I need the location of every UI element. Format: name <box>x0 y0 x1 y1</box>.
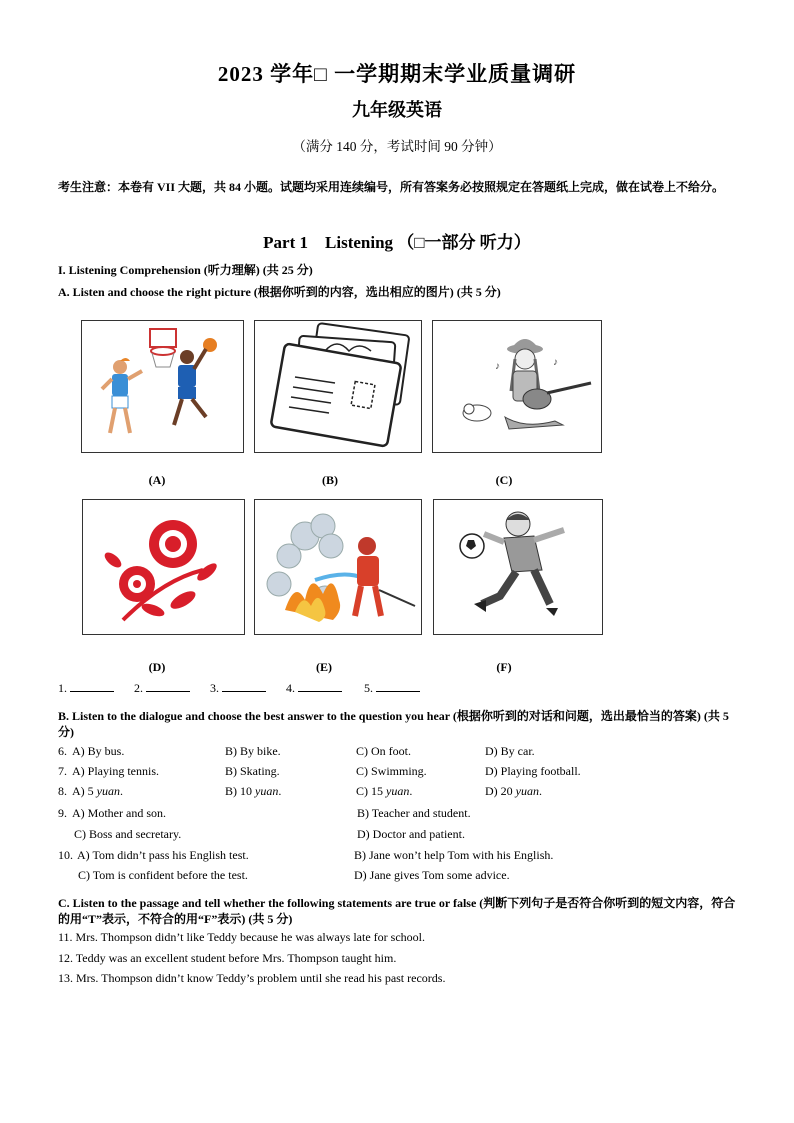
option-d[interactable]: D) By car. <box>485 744 535 758</box>
svg-text:♪: ♪ <box>495 361 500 372</box>
statement-12: 12. Teddy was an excellent student before Mrs. Thompson taught him. <box>58 951 397 965</box>
statement-11: 11. Mrs. Thompson didn’t like Teddy because he was always late for school. <box>58 930 425 944</box>
picture-c-guitar-girl-icon <box>432 320 602 453</box>
option-a[interactable]: A) Tom didn’t pass his English test. <box>77 848 249 862</box>
question-number: 10. <box>58 848 73 862</box>
option-a[interactable]: A) Mother and son. <box>72 806 166 820</box>
picture-e-firefighter-icon <box>254 499 422 635</box>
picture-c-label: (C) <box>495 473 513 487</box>
blank-2[interactable]: 2. <box>134 680 190 696</box>
option-a[interactable]: A) Playing tennis. <box>72 764 159 778</box>
question-10 <box>58 847 738 863</box>
question-number: 9. <box>58 806 67 820</box>
picture-a-label: (A) <box>148 473 166 487</box>
option-d[interactable]: D) Playing football. <box>485 764 581 778</box>
statement-13: 13. Mrs. Thompson didn’t know Teddy’s problem until she read his past records. <box>58 971 446 985</box>
option-b[interactable]: B) 10 yuan. <box>225 784 282 798</box>
blank-3[interactable]: 3. <box>210 680 266 696</box>
option-b[interactable]: B) Jane won’t help Tom with his English. <box>354 848 554 862</box>
part-title: Part 1 Listening （□一部分 听力） <box>263 233 531 252</box>
blank-4[interactable]: 4. <box>286 680 342 696</box>
question-10-row2 <box>58 867 738 883</box>
option-b[interactable]: B) By bike. <box>225 744 281 758</box>
option-c[interactable]: C) Tom is confident before the test. <box>78 868 248 882</box>
option-b[interactable]: B) Skating. <box>225 764 280 778</box>
option-c[interactable]: C) 15 yuan. <box>356 784 413 798</box>
picture-b-label: (B) <box>322 473 338 487</box>
option-d[interactable]: D) Doctor and patient. <box>357 827 465 841</box>
exam-title: 2023 学年□ 一学期期末学业质量调研 <box>217 62 577 86</box>
picture-d-label: (D) <box>148 660 166 674</box>
option-a[interactable]: A) 5 yuan. <box>72 784 123 798</box>
question-9-row2 <box>58 826 738 842</box>
question-7 <box>58 763 738 779</box>
question-6 <box>58 743 738 759</box>
option-a[interactable]: A) By bus. <box>72 744 125 758</box>
option-c[interactable]: C) Boss and secretary. <box>74 827 182 841</box>
svg-text:♪: ♪ <box>553 357 558 368</box>
blank-5[interactable]: 5. <box>364 680 420 696</box>
picture-f-label: (F) <box>496 660 512 674</box>
section-i-heading: I. Listening Comprehension (听力理解) (共 25 分) <box>58 263 313 277</box>
option-c[interactable]: C) Swimming. <box>356 764 427 778</box>
option-d[interactable]: D) 20 yuan. <box>485 784 542 798</box>
section-a-heading: A. Listen and choose the right picture (根据你听到的内容，选出相应的图片) (共 5 分) <box>58 285 501 299</box>
question-8 <box>58 783 738 799</box>
section-b-heading: B. Listen to the dialogue and choose the best answer to the question you hear (根据你听到的对话和问题，选出最恰当的答案) (共 5 分) <box>58 709 729 739</box>
picture-f-soccer-icon <box>433 499 603 635</box>
option-c[interactable]: C) On foot. <box>356 744 411 758</box>
picture-d-paper-cut-icon <box>82 499 245 635</box>
picture-e-label: (E) <box>316 660 332 674</box>
picture-a-basketball-icon <box>81 320 244 453</box>
exam-notice: 考生注意：本卷有 VII 大题，共 84 小题。试题均采用连续编号，所有答案务必按照规定在答题纸上完成，做在试卷上不给分。 <box>58 180 725 194</box>
question-number: 7. <box>58 764 67 778</box>
question-number: 8. <box>58 784 67 798</box>
option-d[interactable]: D) Jane gives Tom some advice. <box>354 868 510 882</box>
question-number: 6. <box>58 744 67 758</box>
blank-1[interactable]: 1. <box>58 680 114 696</box>
picture-b-postcard-icon <box>254 320 422 453</box>
question-9 <box>58 805 738 821</box>
exam-subtitle: 九年级英语 <box>352 100 442 120</box>
section-c-heading: C. Listen to the passage and tell whether the following statements are true or false (判断下列句子是否符合你听到的短文内容，符合的用“T”表示，不符合的用“F”表示) (共 5 分) <box>58 896 736 926</box>
score-note: （满分 140 分，考试时间 90 分钟） <box>292 139 502 154</box>
option-b[interactable]: B) Teacher and student. <box>357 806 471 820</box>
